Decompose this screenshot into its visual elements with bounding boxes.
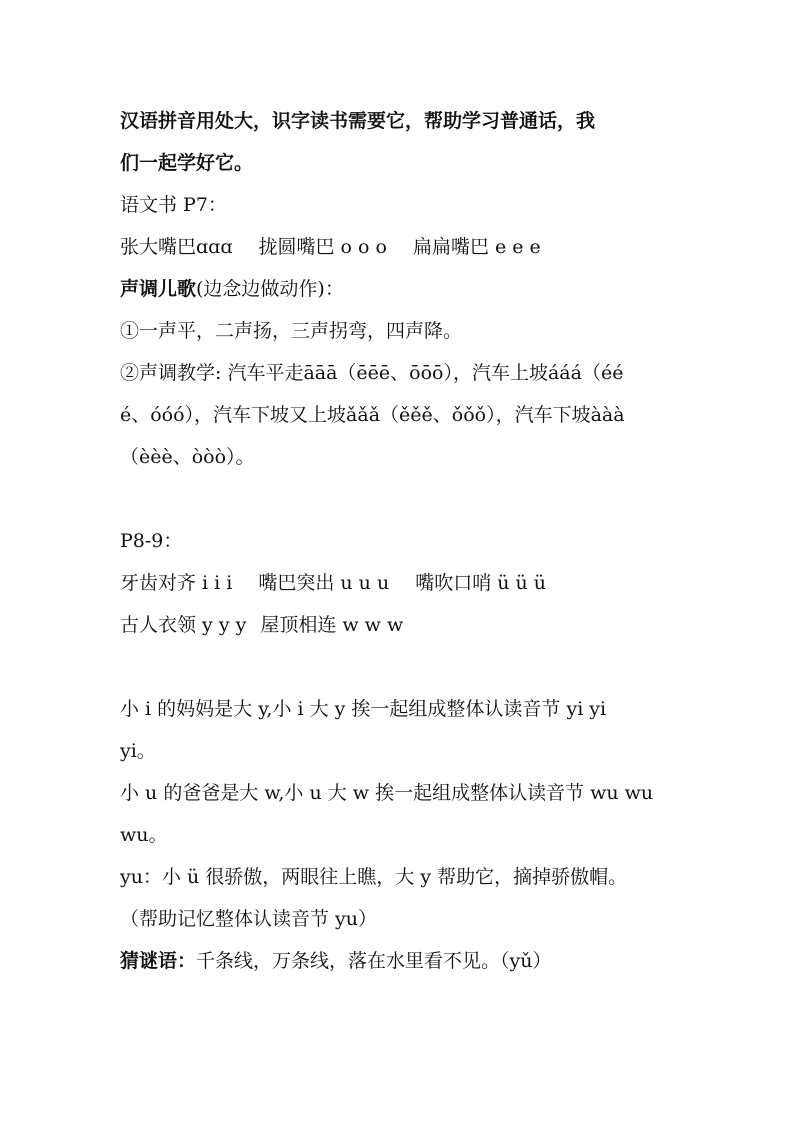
rule-yi-line-2: yi。 xyxy=(120,740,156,762)
song-line-2a: ②声调教学: 汽车平走āāā（ēēē、ōōō），汽车上坡ááá（éé xyxy=(120,362,624,384)
letter-shapes-row-1 xyxy=(120,562,700,604)
document-page xyxy=(120,100,700,982)
song-line-1: ①一声平，二声扬，三声拐弯，四声降。 xyxy=(120,320,463,342)
intro-line-1: 汉语拼音用处大，识字读书需要它，帮助学习普通话，我 xyxy=(120,110,596,132)
shape-v: 嘴吹口哨 ü ü ü xyxy=(415,572,547,594)
shape-i: 牙齿对齐 i i i xyxy=(120,572,233,594)
riddle-line xyxy=(120,940,700,982)
p7-heading: 语文书 P7： xyxy=(120,194,227,216)
shape-y: 古人衣领 y y y xyxy=(120,614,247,636)
mouth-e: 扁扁嘴巴 e e e xyxy=(412,236,541,258)
letter-shapes-row-2 xyxy=(120,604,700,646)
rule-wu-line-2: wu。 xyxy=(120,824,168,846)
mouth-o: 拢圆嘴巴 o o o xyxy=(258,236,387,258)
rule-yi-line-1: 小 i 的妈妈是大 y,小 i 大 y 挨一起组成整体认读音节 yi yi xyxy=(120,698,607,720)
shape-u: 嘴巴突出 u u u xyxy=(258,572,390,594)
song-title-rest: (边念边做动作)： xyxy=(196,278,344,300)
shape-w: 屋顶相连 w w w xyxy=(260,614,404,636)
song-line-2b: é、óóó），汽车下坡又上坡ǎǎǎ（ěěě、ǒǒǒ），汽车下坡ààà xyxy=(120,404,625,426)
song-title-bold: 声调儿歌 xyxy=(120,278,197,300)
mouth-shapes-row xyxy=(120,226,700,268)
p89-heading: P8-9： xyxy=(120,530,183,552)
rule-wu-line-1: 小 u 的爸爸是大 w,小 u 大 w 挨一起组成整体认读音节 wu wu xyxy=(120,782,654,804)
riddle-text: 千条线，万条线，落在水里看不见。（yǔ） xyxy=(196,950,552,972)
rule-yu-line-1: yu：小 ü 很骄傲，两眼往上瞧，大 y 帮助它，摘掉骄傲帽。 xyxy=(120,866,628,888)
song-title xyxy=(120,268,700,310)
rule-yu-line-2: （帮助记忆整体认读音节 yu） xyxy=(120,908,378,930)
intro-line-2: 们一起学好它。 xyxy=(120,152,254,174)
mouth-a: 张大嘴巴ɑɑɑ xyxy=(120,236,233,258)
song-line-2c: （èèè、òòò）。 xyxy=(120,446,255,468)
riddle-label: 猜谜语： xyxy=(120,950,197,972)
